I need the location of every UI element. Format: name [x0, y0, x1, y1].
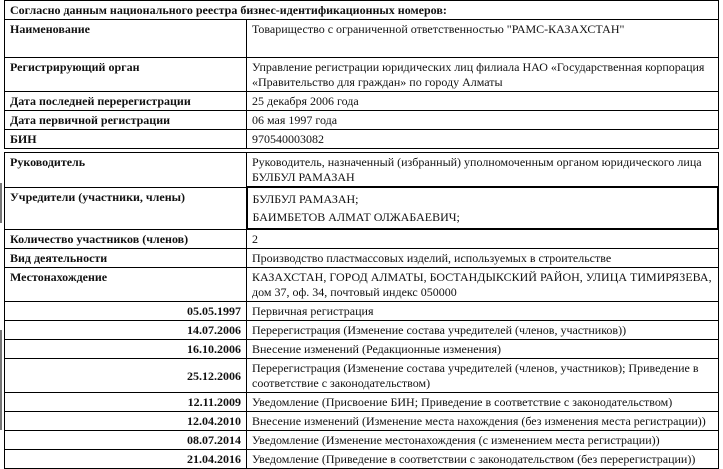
history-date: 25.12.2006 — [5, 359, 247, 393]
location-value: КАЗАХСТАН, ГОРОД АЛМАТЫ, БОСТАНДЫКСКИЙ РАЙОН, УЛИЦА ТИМИРЯЗЕВА, дом 37, оф. 34, почтовый индекс 050000 — [247, 268, 719, 302]
registrar-label: Регистрирующий орган — [5, 58, 247, 92]
history-row — [5, 321, 719, 340]
history-date: 16.10.2006 — [5, 340, 247, 359]
first-reg-label: Дата первичной регистрации — [5, 111, 247, 130]
head-position: Руководитель, назначенный (избранный) уполномоченным органом юридического лица — [252, 155, 702, 169]
first-reg-value: 06 мая 1997 года — [247, 111, 719, 130]
registry-header-title: Согласно данным национального реестра бизнес-идентификационных номеров: — [5, 1, 719, 20]
history-event: Внесение изменений (Редакционные изменения) — [247, 340, 719, 359]
bin-label: БИН — [5, 130, 247, 149]
history-event: Внесение изменений (Изменение места нахождения (без изменения места регистрации)) — [247, 412, 719, 431]
founders-row — [5, 187, 719, 229]
members-count-label: Количество участников (членов) — [5, 229, 247, 249]
history-event: Уведомление (Приведение в соответствии с законодательством (без перерегистрации)) — [247, 450, 719, 469]
bin-row — [5, 130, 719, 149]
company-name-row — [5, 20, 719, 58]
history-event: Уведомление (Изменение местонахождения (с изменением места регистрации)) — [247, 431, 719, 450]
history-row — [5, 431, 719, 450]
head-label: Руководитель — [5, 153, 247, 188]
first-reg-row — [5, 111, 719, 130]
head-value — [247, 153, 719, 188]
left-edge-artifact — [0, 183, 2, 223]
head-row — [5, 153, 719, 188]
history-event: Уведомление (Присвоение БИН; Приведение в соответствие с законодательством) — [247, 393, 719, 412]
registrar-row — [5, 58, 719, 92]
history-row — [5, 412, 719, 431]
founder-item: БАИМБЕТОВ АЛМАТ ОЛЖАБАЕВИЧ; — [252, 210, 460, 224]
history-date: 08.07.2014 — [5, 431, 247, 450]
company-name-label: Наименование — [5, 20, 247, 58]
history-row — [5, 450, 719, 469]
founders-list — [247, 187, 719, 229]
history-date: 12.11.2009 — [5, 393, 247, 412]
left-edge-artifact — [0, 330, 2, 430]
company-name-value: Товарищество с ограниченной ответственностью "РАМС-КАЗАХСТАН" — [247, 20, 719, 58]
location-row — [5, 268, 719, 302]
last-rereg-row — [5, 92, 719, 111]
members-count-row — [5, 229, 719, 249]
history-row — [5, 359, 719, 393]
history-row — [5, 302, 719, 321]
last-rereg-value: 25 декабря 2006 года — [247, 92, 719, 111]
activity-label: Вид деятельности — [5, 249, 247, 268]
history-date: 21.04.2016 — [5, 450, 247, 469]
registrar-value: Управление регистрации юридических лиц филиала НАО «Государственная корпорация «Правительство для граждан» по городу Алматы — [247, 58, 719, 92]
founder-item: БУЛБУЛ РАМАЗАН; — [252, 192, 359, 206]
history-date: 05.05.1997 — [5, 302, 247, 321]
history-row — [5, 393, 719, 412]
registry-summary-table — [4, 0, 719, 149]
bin-value: 970540003082 — [247, 130, 719, 149]
company-details-table — [4, 152, 719, 469]
history-event: Перерегистрация (Изменение состава учредителей (членов, участников)) — [247, 321, 719, 340]
founders-label: Учредители (участники, члены) — [5, 187, 247, 229]
history-event: Перерегистрация (Изменение состава учредителей (членов, участников); Приведение в соответствие с законодательством) — [247, 359, 719, 393]
registry-header-row — [5, 1, 719, 20]
activity-value: Производство пластмассовых изделий, используемых в строительстве — [247, 249, 719, 268]
members-count-value: 2 — [247, 229, 719, 249]
history-event: Первичная регистрация — [247, 302, 719, 321]
history-date: 14.07.2006 — [5, 321, 247, 340]
activity-row — [5, 249, 719, 268]
history-row — [5, 340, 719, 359]
last-rereg-label: Дата последней перерегистрации — [5, 92, 247, 111]
head-name: БУЛБУЛ РАМАЗАН — [252, 170, 355, 184]
location-label: Местонахождение — [5, 268, 247, 302]
history-date: 12.04.2010 — [5, 412, 247, 431]
